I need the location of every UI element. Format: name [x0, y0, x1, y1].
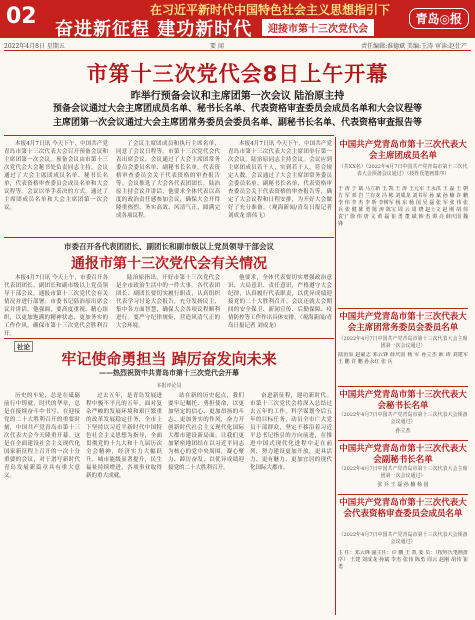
banner-top-line: 在习近平新时代中国特色社会主义思想指引下 [150, 3, 391, 17]
list5-names: 主 任：邓云锋 副主任：许 鹏 王 凯 委 员：（按姓氏笔画排序） 王建 刘成龙 孙斌 李杰 张伟 陈勇 周云 赵刚 胡伟 崔勇 [338, 550, 468, 570]
lead-subheadline: 昨举行预备会议和主席团第一次会议 陆治原主持 [130, 91, 345, 102]
lead-deck-line-2: 主席团第一次会议通过大会主席团常务委员会委员名单、副秘书长名单、代表资格审查报告等 [52, 118, 422, 128]
lead-deck [0, 102, 475, 130]
story2-column-1: 本报4月7日讯 今天上午，市委召开各代表团团长、副团长和副市级以上党员领导干部会议，通报市第十三次党代会有关情况并进行部署。市委书记陆治原出席会议并讲话。他强调，要高度重视、精心组织，以更加饱满的精神状态、更加务实的工作作风，确保市第十三次党代会胜利召开。 [4, 275, 108, 336]
list-separator [338, 440, 468, 441]
list3-title: 中国共产党青岛市第十三次代表大会秘书长名单 [339, 390, 467, 411]
list2-names: 陆治原 赵豪志 邓云锋 薛庆国 杨 军 孙立杰 耿 涛 刘建军 王 鹏 许 鹏 孙永红 张 兵 [338, 352, 468, 365]
story2-column-2: 陆治原指出，开好市第十三次党代会是全市政治生活中的一件大事。各代表团团长、副团长要切实履行职责，认真组织代表学习讨论大会报告，充分发扬民主，集中各方面智慧，确保大会各项议程顺利进行。要严守纪律规矩，营造风清气正的大会环境。 [116, 275, 220, 329]
list5-title: 中国共产党青岛市第十三次代表大会代表资格审查委员会成员名单 [339, 498, 467, 519]
editor-credits: 责任编辑:淮德斌 美编:王涛 审读:赵仕产 [361, 43, 467, 50]
editorial-tag: 社论 [14, 341, 33, 352]
lead-rule [4, 135, 334, 136]
list2-meta: （2022年4月7日中国共产党青岛市第十三次代表大会主席团第一次会议通过） [338, 336, 468, 349]
list3-names: 孙立杰 [395, 428, 411, 434]
story3-headline: 牢记使命勇担当 踔厉奋发向未来 [61, 350, 277, 368]
masthead-banner [0, 0, 475, 38]
list5-meta: （2022年4月7日中国共产党青岛市第十三次代表大会预备会议通过） [338, 532, 468, 545]
list3-meta: （2022年4月7日中国共产党青岛市第十三次代表大会预备会议通过） [338, 412, 468, 425]
story2-column-3: 他要求，全体代表要切实增强政治意识、大局意识、责任意识，严格遵守大会纪律，认真履行代表职责，以优异成绩迎接党的二十大胜利召开。会议还就大会期间的安全保卫、新闻宣传、后勤保障、疫情防控等工作作出具体安排。（观海新闻/青岛日报记者 刘成龙） [228, 275, 332, 329]
list4-title: 中国共产党青岛市第十三次代表大会副秘书长名单 [339, 444, 467, 465]
sidebar-divider [335, 137, 336, 615]
story3-author: 本报评论员 [156, 383, 182, 389]
list-separator [338, 386, 468, 387]
banner-slogan: 奋进新征程 建功新时代 [55, 19, 253, 38]
list1-title: 中国共产党青岛市第十三次代表大会主席团成员名单 [339, 140, 467, 161]
story3-subheadline: ——热烈祝贺中共青岛市第十三次党代会开幕 [99, 369, 239, 377]
story2-kicker: 市委召开各代表团团长、副团长和副市级以上党员领导干部会议 [64, 242, 274, 251]
list2-title: 中国共产党青岛市第十三次代表大会主席团常务委员会委员名单 [339, 312, 467, 333]
lead-column-1: 本报4月7日讯 今天下午，中国共产党青岛市第十三次代表大会召开预备会议和主席团第一次会议。预备会议由市第十三次党代会大会秘书处负责同志主持。会议通过了大会主席团成员名单、秘书长名单，代表资格审查委员会成员名单和大会议程等。会议以举手表决的方式，通过了主席团成员名单和大会主席团第一次会议。 [4, 141, 108, 211]
page-number: 02 [6, 4, 37, 29]
story3-column-3: 站在新的历史起点，我们要牢记嘱托、勇担使命，以更加坚定的信心、更加昂扬的斗志、更加务实的作风，奋力开创新时代社会主义现代化国际大都市建设新局面。让我们更加紧密地团结在以习近平同志为核心的党中央周围，凝心聚力、踔厉奋发，以优异成绩迎接党的二十大胜利召开。 [168, 393, 244, 471]
lead-headline: 市第十三次党代会8日上午开幕 [86, 62, 389, 86]
issue-date: 2022年4月8日 星期五 [4, 43, 65, 50]
story2-headline: 通报市第十三次党代会有关情况 [71, 256, 267, 272]
lead-deck-line-1: 预备会议通过大会主席团成员名单、秘书长名单、代表资格审查委员会成员名单和大会议程等 [52, 104, 422, 114]
story3-column-1: 历史的车轮，总是在砥砺前行中铸就，时代的华章，总是在接续奋斗中书写。在迎接党的二十大胜利召开的重要时刻，中国共产党青岛市第十三次代表大会今天隆重开幕。这是在全面建设社会主义现代化国家新征程上召开的一次十分重要的会议，对于谱写新时代青岛发展新篇章具有重大意义。 [4, 393, 80, 479]
list4-meta: （2022年4月7日中国共产党青岛市第十三次代表大会主席团第一次会议通过） [338, 466, 468, 479]
lead-column-2: 了会议主席团成员和执行主席名单，同意了会议日程等。市第十三次党代会代表出席会议。会议通过了大会主席团常务委员会委员名单、副秘书长名单，代表资格审查委员会关于代表资格的审查报告等。会议推选了大会各代表团团长。陆治原主持会议并讲话，他要求全体代表以高度的政治责任感参加会议，确保大会开得隆重热烈、务实高效、风清气正，圆满完成各项议程。 [116, 141, 220, 219]
list1-meta: （共XX名）（2022年4月7日中国共产党青岛市第十三次代表大会预备会议通过）（按姓氏笔画排序） [338, 164, 468, 177]
story3-column-2: 过去五年，是青岛发展进程中极不平凡的五年。面对复杂严峻的发展环境和艰巨繁重的改革发展稳定任务，全市上下坚持以习近平新时代中国特色社会主义思想为指导，全面贯彻党的十九大和十九届历次全会精神，经济实力大幅跃升，城市能级显著提升，民生福祉持续增进，各项事业取得新的重大成就。 [86, 393, 162, 479]
list1-names: 于 涛 于 斌 马立新 王 凯 王 涛 王元军 王永洪 王 磊 王 朝 方 军 邓 岩 兰有龙 冯 彬 刘成龙 刘书军 孙 斌 孙 楠 许 鹏 李 伟 李 杰 李 昕 李树军 杨 东 杨 国 吴 磊 张 军 张 伟 张 兵 张 健 陈 勇 陈 涛 陈宝 周 云 周 晓 赵士文 赵 刚 胡 伟 袁宁 徐 伟 唐 文 黄 磊 崔 勇 董 斌 韩 杰 谭 亮 薛庆国 魏 锋 [338, 186, 468, 227]
list-separator [338, 494, 468, 495]
story3-rule [4, 338, 334, 339]
section-label: 要 闻 [210, 43, 224, 50]
header-rule [4, 50, 471, 51]
list-separator [338, 308, 468, 309]
story2-rule [4, 237, 334, 238]
list4-names: 张 兵 王 磊 孙 楠 杨 国 [377, 482, 429, 488]
story3-column-4: 奋进新征程，建功新时代。市第十三次党代会将深入总结过去五年的工作，科学谋划今后五年的目标任务，动员全市广大党员干部群众，坚定不移沿着习近平总书记指引的方向前进，在推进中国式现代化进程中走在前列，努力建设更加开放、更具活力、更有魅力、更加宜居的现代化国际大都市。 [250, 393, 332, 471]
banner-tag: 迎接市第十三次党代会 [262, 19, 374, 36]
newspaper-logo: 青岛◎报 [409, 8, 469, 29]
lead-column-3: 本报4月7日讯 今天下午，中国共产党青岛市第十三次代表大会主席团举行第一次会议。陆治原同志主持会议。会议应到主席团成员若干人，实到若干人，符合规定人数。会议通过了大会主席团常务委员会委员名单、副秘书长名单、代表资格审查委员会关于代表资格的审查报告等，确定了大会议程和日程安排，为开好大会做好了充分准备。（观海新闻/青岛日报记者 刘成龙 薛伟飞） [228, 141, 332, 219]
